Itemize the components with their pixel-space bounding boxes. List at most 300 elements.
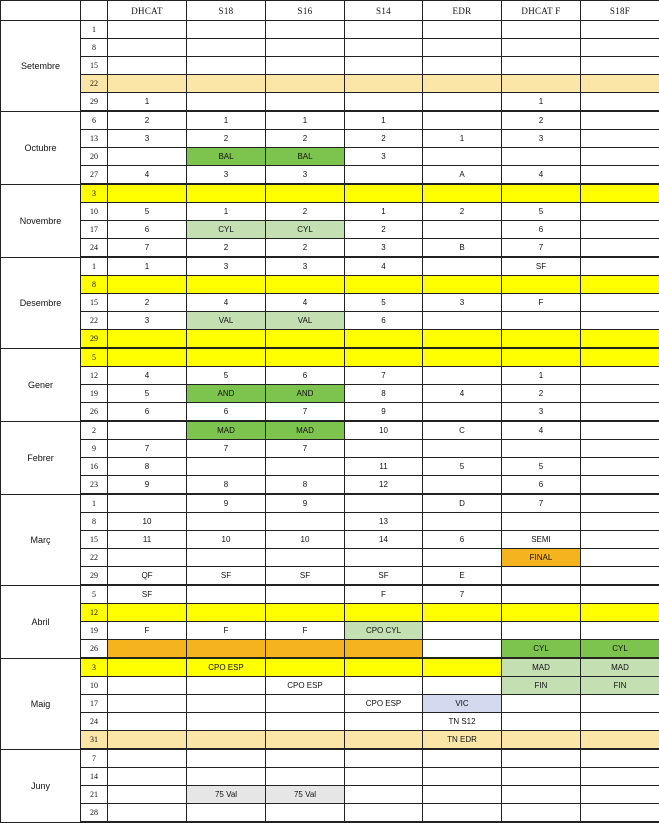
schedule-cell <box>345 166 423 185</box>
day-number: 19 <box>81 385 108 403</box>
schedule-cell <box>345 330 423 349</box>
schedule-cell: F <box>187 622 266 640</box>
schedule-cell: 10 <box>108 513 187 531</box>
schedule-cell <box>581 513 659 531</box>
schedule-cell <box>108 549 187 567</box>
week-row <box>1 312 659 330</box>
schedule-cell: 8 <box>266 476 345 495</box>
schedule-cell <box>581 367 659 385</box>
schedule-cell: 2 <box>345 221 423 239</box>
schedule-cell: 6 <box>108 403 187 422</box>
month-label: Octubre <box>1 111 81 184</box>
week-row <box>1 640 659 659</box>
week-row <box>1 148 659 166</box>
schedule-cell: 7 <box>345 367 423 385</box>
schedule-cell: AND <box>266 385 345 403</box>
schedule-cell: 13 <box>345 513 423 531</box>
schedule-cell <box>266 458 345 476</box>
schedule-cell: 4 <box>187 294 266 312</box>
day-number: 1 <box>81 257 108 276</box>
schedule-cell <box>502 695 581 713</box>
week-row <box>1 458 659 476</box>
schedule-cell: 5 <box>345 294 423 312</box>
schedule-cell <box>187 604 266 622</box>
day-number: 12 <box>81 367 108 385</box>
schedule-cell <box>187 330 266 349</box>
schedule-cell <box>345 640 423 659</box>
schedule-cell: SF <box>266 567 345 586</box>
schedule-cell: B <box>423 239 502 258</box>
schedule-cell <box>581 57 659 75</box>
schedule-cell: CYL <box>502 640 581 659</box>
schedule-cell <box>108 749 187 768</box>
schedule-cell <box>423 39 502 57</box>
schedule-cell <box>345 749 423 768</box>
schedule-cell <box>187 768 266 786</box>
schedule-cell <box>108 348 187 367</box>
schedule-cell <box>423 75 502 93</box>
schedule-cell: BAL <box>187 148 266 166</box>
month-label: Abril <box>1 585 81 658</box>
schedule-cell <box>187 458 266 476</box>
schedule-cell <box>502 75 581 93</box>
schedule-cell <box>423 93 502 112</box>
week-row <box>1 21 659 39</box>
schedule-cell: 5 <box>502 203 581 221</box>
day-number: 1 <box>81 494 108 513</box>
column-header-s14: S14 <box>345 1 423 21</box>
day-number: 5 <box>81 585 108 604</box>
schedule-cell <box>266 39 345 57</box>
schedule-cell <box>423 604 502 622</box>
schedule-cell <box>581 458 659 476</box>
schedule-cell <box>423 312 502 330</box>
week-row <box>1 330 659 349</box>
month-label: Gener <box>1 348 81 421</box>
schedule-cell: 6 <box>266 367 345 385</box>
schedule-cell <box>581 330 659 349</box>
week-row <box>1 713 659 731</box>
column-header-dhcat-f: DHCAT F <box>502 1 581 21</box>
schedule-cell <box>581 604 659 622</box>
column-header-edr: EDR <box>423 1 502 21</box>
schedule-cell: BAL <box>266 148 345 166</box>
schedule-cell: 4 <box>345 257 423 276</box>
column-header-dhcat: DHCAT <box>108 1 187 21</box>
week-row <box>1 695 659 713</box>
schedule-cell: 1 <box>502 93 581 112</box>
schedule-cell <box>187 348 266 367</box>
schedule-cell <box>266 585 345 604</box>
schedule-cell <box>266 731 345 750</box>
week-row <box>1 75 659 93</box>
schedule-cell: 7 <box>266 403 345 422</box>
schedule-cell: FINAL <box>502 549 581 567</box>
schedule-cell: 3 <box>423 294 502 312</box>
column-header-s18: S18 <box>187 1 266 21</box>
schedule-cell <box>345 658 423 677</box>
schedule-cell <box>581 21 659 39</box>
schedule-cell <box>187 21 266 39</box>
schedule-cell: MAD <box>266 421 345 440</box>
schedule-cell: 4 <box>108 166 187 185</box>
schedule-cell <box>108 658 187 677</box>
schedule-cell: F <box>266 622 345 640</box>
schedule-cell <box>187 57 266 75</box>
day-number: 24 <box>81 239 108 258</box>
schedule-cell <box>266 658 345 677</box>
week-row <box>1 348 659 367</box>
day-number: 24 <box>81 713 108 731</box>
schedule-cell <box>581 294 659 312</box>
schedule-cell <box>423 640 502 659</box>
schedule-cell: 2 <box>266 239 345 258</box>
week-row <box>1 768 659 786</box>
schedule-cell: 3 <box>345 148 423 166</box>
schedule-cell <box>187 640 266 659</box>
schedule-cell: 5 <box>187 367 266 385</box>
week-row <box>1 421 659 440</box>
schedule-cell <box>266 276 345 294</box>
day-number: 1 <box>81 21 108 39</box>
schedule-cell <box>108 804 187 823</box>
schedule-cell <box>108 21 187 39</box>
schedule-cell <box>345 604 423 622</box>
schedule-cell <box>187 549 266 567</box>
schedule-cell <box>345 731 423 750</box>
schedule-cell <box>345 440 423 458</box>
week-row <box>1 622 659 640</box>
schedule-cell: SF <box>187 567 266 586</box>
schedule-cell: 9 <box>108 476 187 495</box>
schedule-cell <box>581 93 659 112</box>
schedule-cell: TN S12 <box>423 713 502 731</box>
week-row <box>1 494 659 513</box>
week-row <box>1 111 659 130</box>
schedule-cell <box>187 93 266 112</box>
schedule-cell: FIN <box>502 677 581 695</box>
schedule-cell <box>581 184 659 203</box>
schedule-cell <box>502 330 581 349</box>
week-row <box>1 677 659 695</box>
schedule-cell: F <box>345 585 423 604</box>
schedule-cell <box>108 494 187 513</box>
week-row <box>1 276 659 294</box>
month-label: Novembre <box>1 184 81 257</box>
day-number: 22 <box>81 312 108 330</box>
schedule-cell <box>502 585 581 604</box>
schedule-cell: 5 <box>423 458 502 476</box>
schedule-cell: 6 <box>502 476 581 495</box>
schedule-cell <box>581 111 659 130</box>
schedule-cell <box>423 57 502 75</box>
schedule-cell <box>581 549 659 567</box>
schedule-cell <box>502 312 581 330</box>
header-row <box>1 1 659 21</box>
day-number: 26 <box>81 640 108 659</box>
schedule-cell: A <box>423 166 502 185</box>
schedule-cell <box>266 604 345 622</box>
schedule-cell <box>266 549 345 567</box>
schedule-cell <box>187 184 266 203</box>
schedule-cell: 9 <box>187 494 266 513</box>
schedule-cell <box>187 75 266 93</box>
schedule-cell: 1 <box>423 130 502 148</box>
schedule-cell: 10 <box>345 421 423 440</box>
schedule-cell <box>423 440 502 458</box>
schedule-cell <box>581 148 659 166</box>
schedule-cell: 7 <box>502 239 581 258</box>
schedule-cell: 2 <box>266 130 345 148</box>
week-row <box>1 549 659 567</box>
schedule-cell <box>108 786 187 804</box>
schedule-cell: 10 <box>266 531 345 549</box>
schedule-cell <box>108 330 187 349</box>
schedule-cell: CYL <box>581 640 659 659</box>
schedule-cell: SF <box>345 567 423 586</box>
schedule-cell: 6 <box>108 221 187 239</box>
schedule-cell <box>423 111 502 130</box>
day-number: 26 <box>81 403 108 422</box>
schedule-cell <box>108 677 187 695</box>
schedule-cell: 5 <box>108 203 187 221</box>
schedule-cell <box>345 768 423 786</box>
week-row <box>1 184 659 203</box>
schedule-cell <box>581 731 659 750</box>
week-row <box>1 731 659 750</box>
schedule-cell <box>581 403 659 422</box>
schedule-cell <box>266 75 345 93</box>
schedule-cell <box>266 57 345 75</box>
week-row <box>1 385 659 403</box>
schedule-cell: 4 <box>266 294 345 312</box>
schedule-cell <box>266 348 345 367</box>
schedule-cell: 3 <box>266 166 345 185</box>
schedule-cell <box>345 57 423 75</box>
schedule-cell: 2 <box>502 385 581 403</box>
week-row <box>1 403 659 422</box>
schedule-cell <box>423 768 502 786</box>
schedule-cell <box>187 513 266 531</box>
schedule-cell: C <box>423 421 502 440</box>
schedule-cell: 3 <box>266 257 345 276</box>
schedule-cell: VIC <box>423 695 502 713</box>
schedule-cell <box>345 494 423 513</box>
schedule-cell: 1 <box>108 257 187 276</box>
day-number: 6 <box>81 111 108 130</box>
day-number: 29 <box>81 567 108 586</box>
schedule-cell <box>423 403 502 422</box>
week-row <box>1 567 659 586</box>
schedule-cell <box>108 75 187 93</box>
week-row <box>1 93 659 112</box>
schedule-cell: FIN <box>581 677 659 695</box>
schedule-cell <box>581 476 659 495</box>
schedule-cell: 1 <box>108 93 187 112</box>
schedule-cell <box>423 749 502 768</box>
schedule-cell <box>108 731 187 750</box>
schedule-cell: 75 Val <box>187 786 266 804</box>
day-number: 15 <box>81 57 108 75</box>
schedule-cell: D <box>423 494 502 513</box>
schedule-cell <box>187 749 266 768</box>
schedule-cell <box>187 731 266 750</box>
schedule-cell <box>345 276 423 294</box>
schedule-cell: 5 <box>108 385 187 403</box>
schedule-cell <box>502 713 581 731</box>
day-number: 3 <box>81 184 108 203</box>
schedule-cell <box>581 385 659 403</box>
month-label: Setembre <box>1 21 81 112</box>
schedule-cell <box>502 39 581 57</box>
schedule-cell <box>502 513 581 531</box>
schedule-cell <box>266 804 345 823</box>
schedule-cell <box>345 804 423 823</box>
schedule-cell: 2 <box>502 111 581 130</box>
schedule-cell <box>581 440 659 458</box>
schedule-cell <box>187 276 266 294</box>
schedule-cell <box>108 276 187 294</box>
schedule-cell: 12 <box>345 476 423 495</box>
week-row <box>1 257 659 276</box>
column-header-s16: S16 <box>266 1 345 21</box>
schedule-cell <box>108 148 187 166</box>
schedule-cell <box>187 713 266 731</box>
schedule-cell <box>108 640 187 659</box>
schedule-cell <box>345 21 423 39</box>
schedule-cell: 75 Val <box>266 786 345 804</box>
schedule-cell: 3 <box>345 239 423 258</box>
schedule-cell <box>423 549 502 567</box>
schedule-cell <box>108 39 187 57</box>
schedule-cell <box>581 531 659 549</box>
schedule-cell <box>423 330 502 349</box>
schedule-cell <box>502 786 581 804</box>
schedule-cell <box>581 768 659 786</box>
day-number: 23 <box>81 476 108 495</box>
schedule-cell: 8 <box>108 458 187 476</box>
schedule-cell <box>581 276 659 294</box>
schedule-cell: 3 <box>108 130 187 148</box>
schedule-cell <box>423 476 502 495</box>
schedule-cell <box>502 768 581 786</box>
day-number: 8 <box>81 39 108 57</box>
schedule-cell <box>581 713 659 731</box>
schedule-cell: 9 <box>345 403 423 422</box>
day-number: 12 <box>81 604 108 622</box>
week-row <box>1 130 659 148</box>
schedule-cell: CPO CYL <box>345 622 423 640</box>
schedule-cell <box>345 348 423 367</box>
schedule-cell: 1 <box>345 203 423 221</box>
schedule-cell: AND <box>187 385 266 403</box>
day-number: 8 <box>81 513 108 531</box>
schedule-cell: CPO ESP <box>266 677 345 695</box>
schedule-cell: TN EDR <box>423 731 502 750</box>
schedule-cell <box>581 312 659 330</box>
schedule-cell: 7 <box>266 440 345 458</box>
schedule-cell: 7 <box>502 494 581 513</box>
schedule-cell: 4 <box>423 385 502 403</box>
schedule-cell <box>423 786 502 804</box>
week-row <box>1 57 659 75</box>
day-number: 7 <box>81 749 108 768</box>
schedule-cell <box>581 494 659 513</box>
schedule-cell: 4 <box>502 166 581 185</box>
week-row <box>1 166 659 185</box>
day-number: 8 <box>81 276 108 294</box>
schedule-cell <box>502 804 581 823</box>
schedule-cell: 3 <box>502 403 581 422</box>
schedule-cell: CPO ESP <box>345 695 423 713</box>
schedule-cell: 2 <box>423 203 502 221</box>
schedule-cell <box>581 257 659 276</box>
schedule-cell <box>502 57 581 75</box>
schedule-cell: CPO ESP <box>187 658 266 677</box>
schedule-cell <box>345 549 423 567</box>
schedule-cell: 1 <box>502 367 581 385</box>
schedule-cell <box>581 695 659 713</box>
schedule-cell: CYL <box>266 221 345 239</box>
week-row <box>1 476 659 495</box>
schedule-cell <box>266 768 345 786</box>
week-row <box>1 804 659 823</box>
week-row <box>1 239 659 258</box>
schedule-cell <box>502 604 581 622</box>
schedule-cell: 1 <box>187 111 266 130</box>
schedule-cell: 6 <box>345 312 423 330</box>
day-number: 20 <box>81 148 108 166</box>
week-row <box>1 513 659 531</box>
week-row <box>1 221 659 239</box>
schedule-cell <box>345 677 423 695</box>
schedule-cell <box>581 166 659 185</box>
week-row <box>1 658 659 677</box>
schedule-cell <box>581 75 659 93</box>
schedule-cell: 2 <box>266 203 345 221</box>
schedule-cell <box>423 221 502 239</box>
week-row <box>1 39 659 57</box>
schedule-cell: 2 <box>345 130 423 148</box>
month-label: Maig <box>1 658 81 749</box>
day-number: 21 <box>81 786 108 804</box>
day-number: 13 <box>81 130 108 148</box>
schedule-cell <box>423 677 502 695</box>
schedule-cell: 3 <box>502 130 581 148</box>
schedule-cell: 10 <box>187 531 266 549</box>
schedule-cell <box>108 184 187 203</box>
schedule-cell <box>423 367 502 385</box>
schedule-cell: 7 <box>187 440 266 458</box>
schedule-cell: 2 <box>108 294 187 312</box>
week-row <box>1 786 659 804</box>
schedule-cell <box>423 804 502 823</box>
schedule-cell: SF <box>108 585 187 604</box>
schedule-cell <box>423 276 502 294</box>
schedule-cell <box>187 585 266 604</box>
day-number: 16 <box>81 458 108 476</box>
schedule-cell <box>581 585 659 604</box>
schedule-cell <box>266 21 345 39</box>
day-number: 19 <box>81 622 108 640</box>
schedule-cell <box>581 622 659 640</box>
schedule-cell <box>266 749 345 768</box>
schedule-cell <box>266 513 345 531</box>
schedule-cell: 1 <box>266 111 345 130</box>
day-number: 3 <box>81 658 108 677</box>
schedule-cell: VAL <box>266 312 345 330</box>
week-row <box>1 440 659 458</box>
